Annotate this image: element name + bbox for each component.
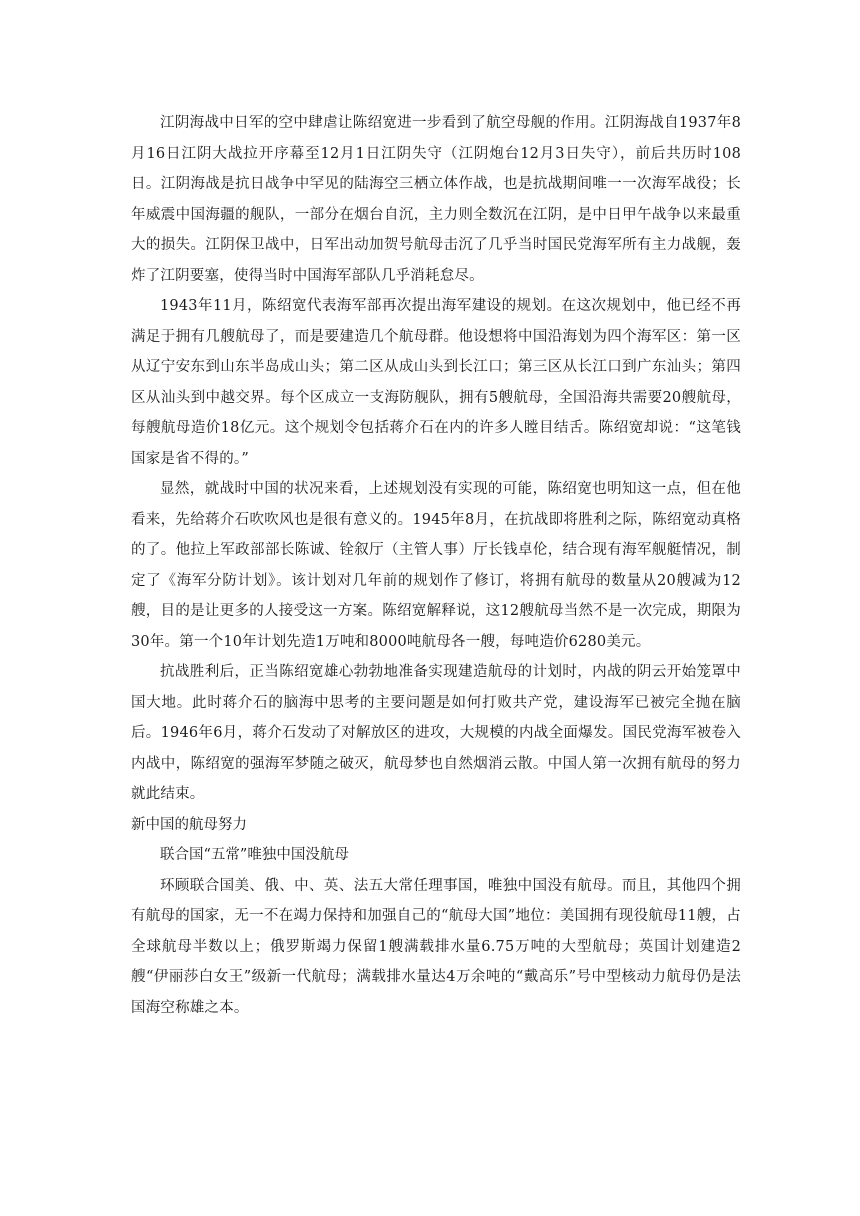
- paragraph-1943-plan: 1943年11月，陈绍宽代表海军部再次提出海军建设的规划。在这次规划中，他已经不再满足于拥有几艘航母了，而是要建造几个航母群。他设想将中国沿海划为四个海军区：第一区从辽宁安东到山东半岛成山头；第二区从成山头到长江口；第三区从长江口到广东汕头；第四区从汕头到中越交界。每个区成立一支海防舰队，拥有5艘航母，全国沿海共需要20艘航母，每艘航母造价18亿元。这个规划令包括蒋介石在内的许多人瞠目结舌。陈绍宽却说：“这笔钱国家是省不得的。”: [131, 298, 741, 467]
- document-body: [131, 108, 741, 1023]
- paragraph-five-permanent-members: 环顾联合国美、俄、中、英、法五大常任理事国，唯独中国没有航母。而且，其他四个拥有航母的国家，无一不在竭力保持和加强自己的“航母大国”地位：美国拥有现役航母11艘，占全球航母半数以上；俄罗斯竭力保留1艘满载排水量6.75万吨的大型航母；英国计划建造2艘“伊丽莎白女王”级新一代航母；满载排水量达4万余吨的“戴高乐”号中型核动力航母仍是法国海空称雄之本。: [131, 877, 741, 1016]
- sub-heading: 联合国“五常”唯独中国没航母: [160, 847, 349, 863]
- paragraph-1945-plan: 显然，就战时中国的状况来看，上述规划没有实现的可能，陈绍宽也明知这一点，但在他看来，先给蒋介石吹吹风也是很有意义的。1945年8月，在抗战即将胜利之际，陈绍宽动真格的了。他拉上军政部部长陈诚、铨叙厅（主管人事）厅长钱卓伦，结合现有海军舰艇情况，制定了《海军分防计划》。该计划对几年前的规划作了修订，将拥有航母的数量从20艘减为12艘，目的是让更多的人接受这一方案。陈绍宽解释说，这12艘航母当然不是一次完成，期限为30年。第一个10年计划先造1万吨和8000吨航母各一艘，每吨造价6280美元。: [131, 481, 741, 650]
- section-heading: 新中国的航母努力: [131, 816, 247, 833]
- paragraph-jiangyin-battle: 江阴海战中日军的空中肆虐让陈绍宽进一步看到了航空母舰的作用。江阴海战自1937年8月16日江阴大战拉开序幕至12月1日江阴失守（江阴炮台12月3日失守），前后共历时108日。江阴海战是抗日战争中罕见的陆海空三栖立体作战，也是抗战期间唯一一次海军战役；长年威震中国海疆的舰队，一部分在烟台自沉，主力则全数沉在江阴，是中日甲午战争以来最重大的损失。江阴保卫战中，日军出动加贺号航母击沉了几乎当时国民党海军所有主力战舰，轰炸了江阴要塞，使得当时中国海军部队几乎消耗怠尽。: [131, 115, 741, 284]
- paragraph-civil-war: 抗战胜利后，正当陈绍宽雄心勃勃地准备实现建造航母的计划时，内战的阴云开始笼罩中国大地。此时蒋介石的脑海中思考的主要问题是如何打败共产党，建设海军已被完全抛在脑后。1946年6月，蒋介石发动了对解放区的进攻，大规模的内战全面爆发。国民党海军被卷入内战中，陈绍宽的强海军梦随之破灭，航母梦也自然烟消云散。中国人第一次拥有航母的努力就此结束。: [131, 664, 741, 802]
